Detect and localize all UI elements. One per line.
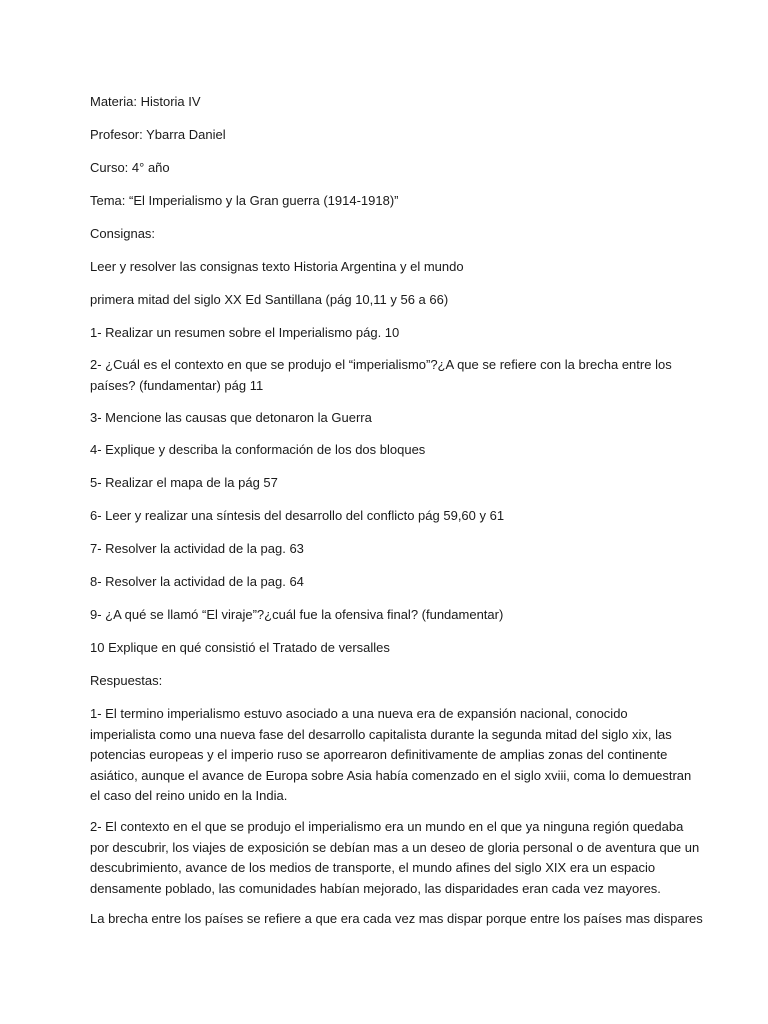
answer-2-paragraph [90, 817, 700, 899]
answer-1-paragraph [90, 704, 692, 807]
instruction-item-6: 6- Leer y realizar una síntesis del desarrollo del conflicto pág 59,60 y 61 [90, 508, 505, 523]
instructions-intro-line-1: Leer y resolver las consignas texto Historia Argentina y el mundo [90, 259, 464, 274]
instruction-item-2: 2- ¿Cuál es el contexto en que se produjo el “imperialismo”?¿A que se refiere con la brecha entre los [90, 357, 672, 372]
answers-heading: Respuestas: [90, 673, 163, 688]
subject-line: Materia: Historia IV [90, 94, 201, 109]
instruction-item-4: 4- Explique y describa la conformación de los dos bloques [90, 442, 426, 457]
answer-2-line: densamente poblado, las comunidades habían mejorado, las disparidades eran cada vez mayores. [90, 880, 661, 896]
answer-2-line: descubrimiento, avance de los medios de transporte, el mundo afines del siglo XIX era un espacio [90, 860, 656, 875]
instruction-item-8: 8- Resolver la actividad de la pag. 64 [90, 574, 304, 589]
instruction-item-7: 7- Resolver la actividad de la pag. 63 [90, 541, 304, 556]
answer-1-line: imperialista como una nueva fase del desarrollo capitalista durante la segunda mitad del siglo xix, las [90, 726, 672, 742]
answer-2-line: 2- El contexto en el que se produjo el imperialismo era un mundo en el que ya ninguna región quedaba [90, 819, 684, 834]
instruction-item-2-continued: países? (fundamentar) pág 11 [90, 377, 264, 393]
instruction-item-1: 1- Realizar un resumen sobre el Imperialismo pág. 10 [90, 325, 400, 340]
teacher-line: Profesor: Ybarra Daniel [90, 127, 226, 142]
answer-1-line: asiático, aunque el avance de Europa sobre Asia había comenzado en el siglo xviii, coma lo demuestran [90, 767, 692, 783]
answer-1-line: 1- El termino imperialismo estuvo asociado a una nueva era de expansión nacional, conocido [90, 706, 628, 721]
answer-2-line: por descubrir, los viajes de exposición se debían mas a un deseo de gloria personal o de aventura que un [90, 839, 700, 855]
instruction-item-9: 9- ¿A qué se llamó “El viraje”?¿cuál fue la ofensiva final? (fundamentar) [90, 607, 504, 622]
instructions-intro-line-2: primera mitad del siglo XX Ed Santillana (pág 10,11 y 56 a 66) [90, 292, 449, 307]
instruction-item-5: 5- Realizar el mapa de la pág 57 [90, 475, 278, 490]
answer-1-line: potencias europeas y el imperio ruso se aporrearon definitivamente de amplias zonas del continente [90, 747, 668, 762]
instruction-item-3: 3- Mencione las causas que detonaron la Guerra [90, 410, 372, 425]
instruction-item-10: 10 Explique en qué consistió el Tratado de versalles [90, 640, 390, 655]
course-line: Curso: 4° año [90, 160, 170, 175]
gap-explanation-line: La brecha entre los países se refiere a que era cada vez mas dispar porque entre los países mas dispares [90, 911, 703, 926]
instructions-heading: Consignas: [90, 226, 156, 241]
answer-1-line: el caso del reino unido en la India. [90, 788, 288, 803]
topic-line: Tema: “El Imperialismo y la Gran guerra (1914-1918)” [90, 193, 399, 208]
